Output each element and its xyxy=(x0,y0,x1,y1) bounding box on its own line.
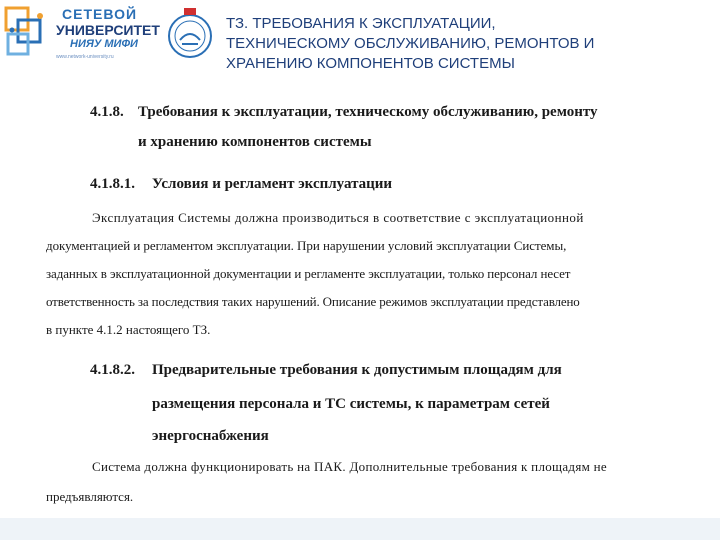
title-line-1: ТЗ. ТРЕБОВАНИЯ К ЭКСПЛУАТАЦИИ, xyxy=(226,15,496,32)
section-title-line2: и хранению компонентов системы xyxy=(138,134,372,150)
title-line-2: ТЕХНИЧЕСКОМУ ОБСЛУЖИВАНИЮ, РЕМОНТОВ И xyxy=(226,35,595,52)
subsection1-number: 4.1.8.1. xyxy=(90,176,135,192)
subsection2-paragraph xyxy=(46,452,696,512)
title-line-3: ХРАНЕНИЮ КОМПОНЕНТОВ СИСТЕМЫ xyxy=(226,55,515,72)
subsection2-heading xyxy=(90,362,690,452)
paragraph-line: ответственность за последствия таких нарушений. Описание режимов эксплуатации представлено xyxy=(46,294,580,309)
paragraph-line: предъявляются. xyxy=(46,489,134,504)
logo-line3: НИЯУ МИФИ xyxy=(70,38,138,50)
logo-line2: УНИВЕРСИТЕТ xyxy=(56,22,160,38)
subsection2-title-line2: размещения персонала и ТС системы, к параметрам сетей xyxy=(152,396,550,412)
subsection1-heading xyxy=(90,176,650,198)
subsection2-title-line3: энергоснабжения xyxy=(152,428,269,444)
section-heading xyxy=(90,104,700,160)
paragraph-line: Эксплуатация Системы должна производиться в соответствие с эксплуатационной xyxy=(92,210,584,225)
subsection1-paragraph xyxy=(46,204,696,344)
paragraph-line: Система должна функционировать на ПАК. Дополнительные требования к площадям не xyxy=(92,459,608,474)
university-emblem-icon xyxy=(166,6,214,64)
subsection2-number: 4.1.8.2. xyxy=(90,362,135,378)
document-page xyxy=(8,100,703,516)
subsection1-title: Условия и регламент эксплуатации xyxy=(152,176,393,192)
paragraph-line: документацией и регламентом эксплуатации. При нарушении условий эксплуатации Системы, xyxy=(46,238,567,253)
network-university-logo xyxy=(0,0,160,70)
logo-line1: СЕТЕВОЙ xyxy=(62,6,138,22)
logo-squares-icon xyxy=(4,6,48,58)
paragraph-line: в пункте 4.1.2 настоящего ТЗ. xyxy=(46,322,211,337)
paragraph-line: заданных в эксплуатационной документации и регламенте эксплуатации, только персонал несет xyxy=(46,266,571,281)
subsection2-title-line1: Предварительные требования к допустимым площадям для xyxy=(152,362,562,378)
slide-title xyxy=(226,14,696,74)
slide-header xyxy=(0,0,720,92)
section-title-line1: Требования к эксплуатации, техническому обслуживанию, ремонту xyxy=(138,104,598,120)
footer-strip xyxy=(0,518,720,540)
section-number: 4.1.8. xyxy=(90,104,124,120)
logo-url: www.network-university.ru xyxy=(56,54,114,60)
